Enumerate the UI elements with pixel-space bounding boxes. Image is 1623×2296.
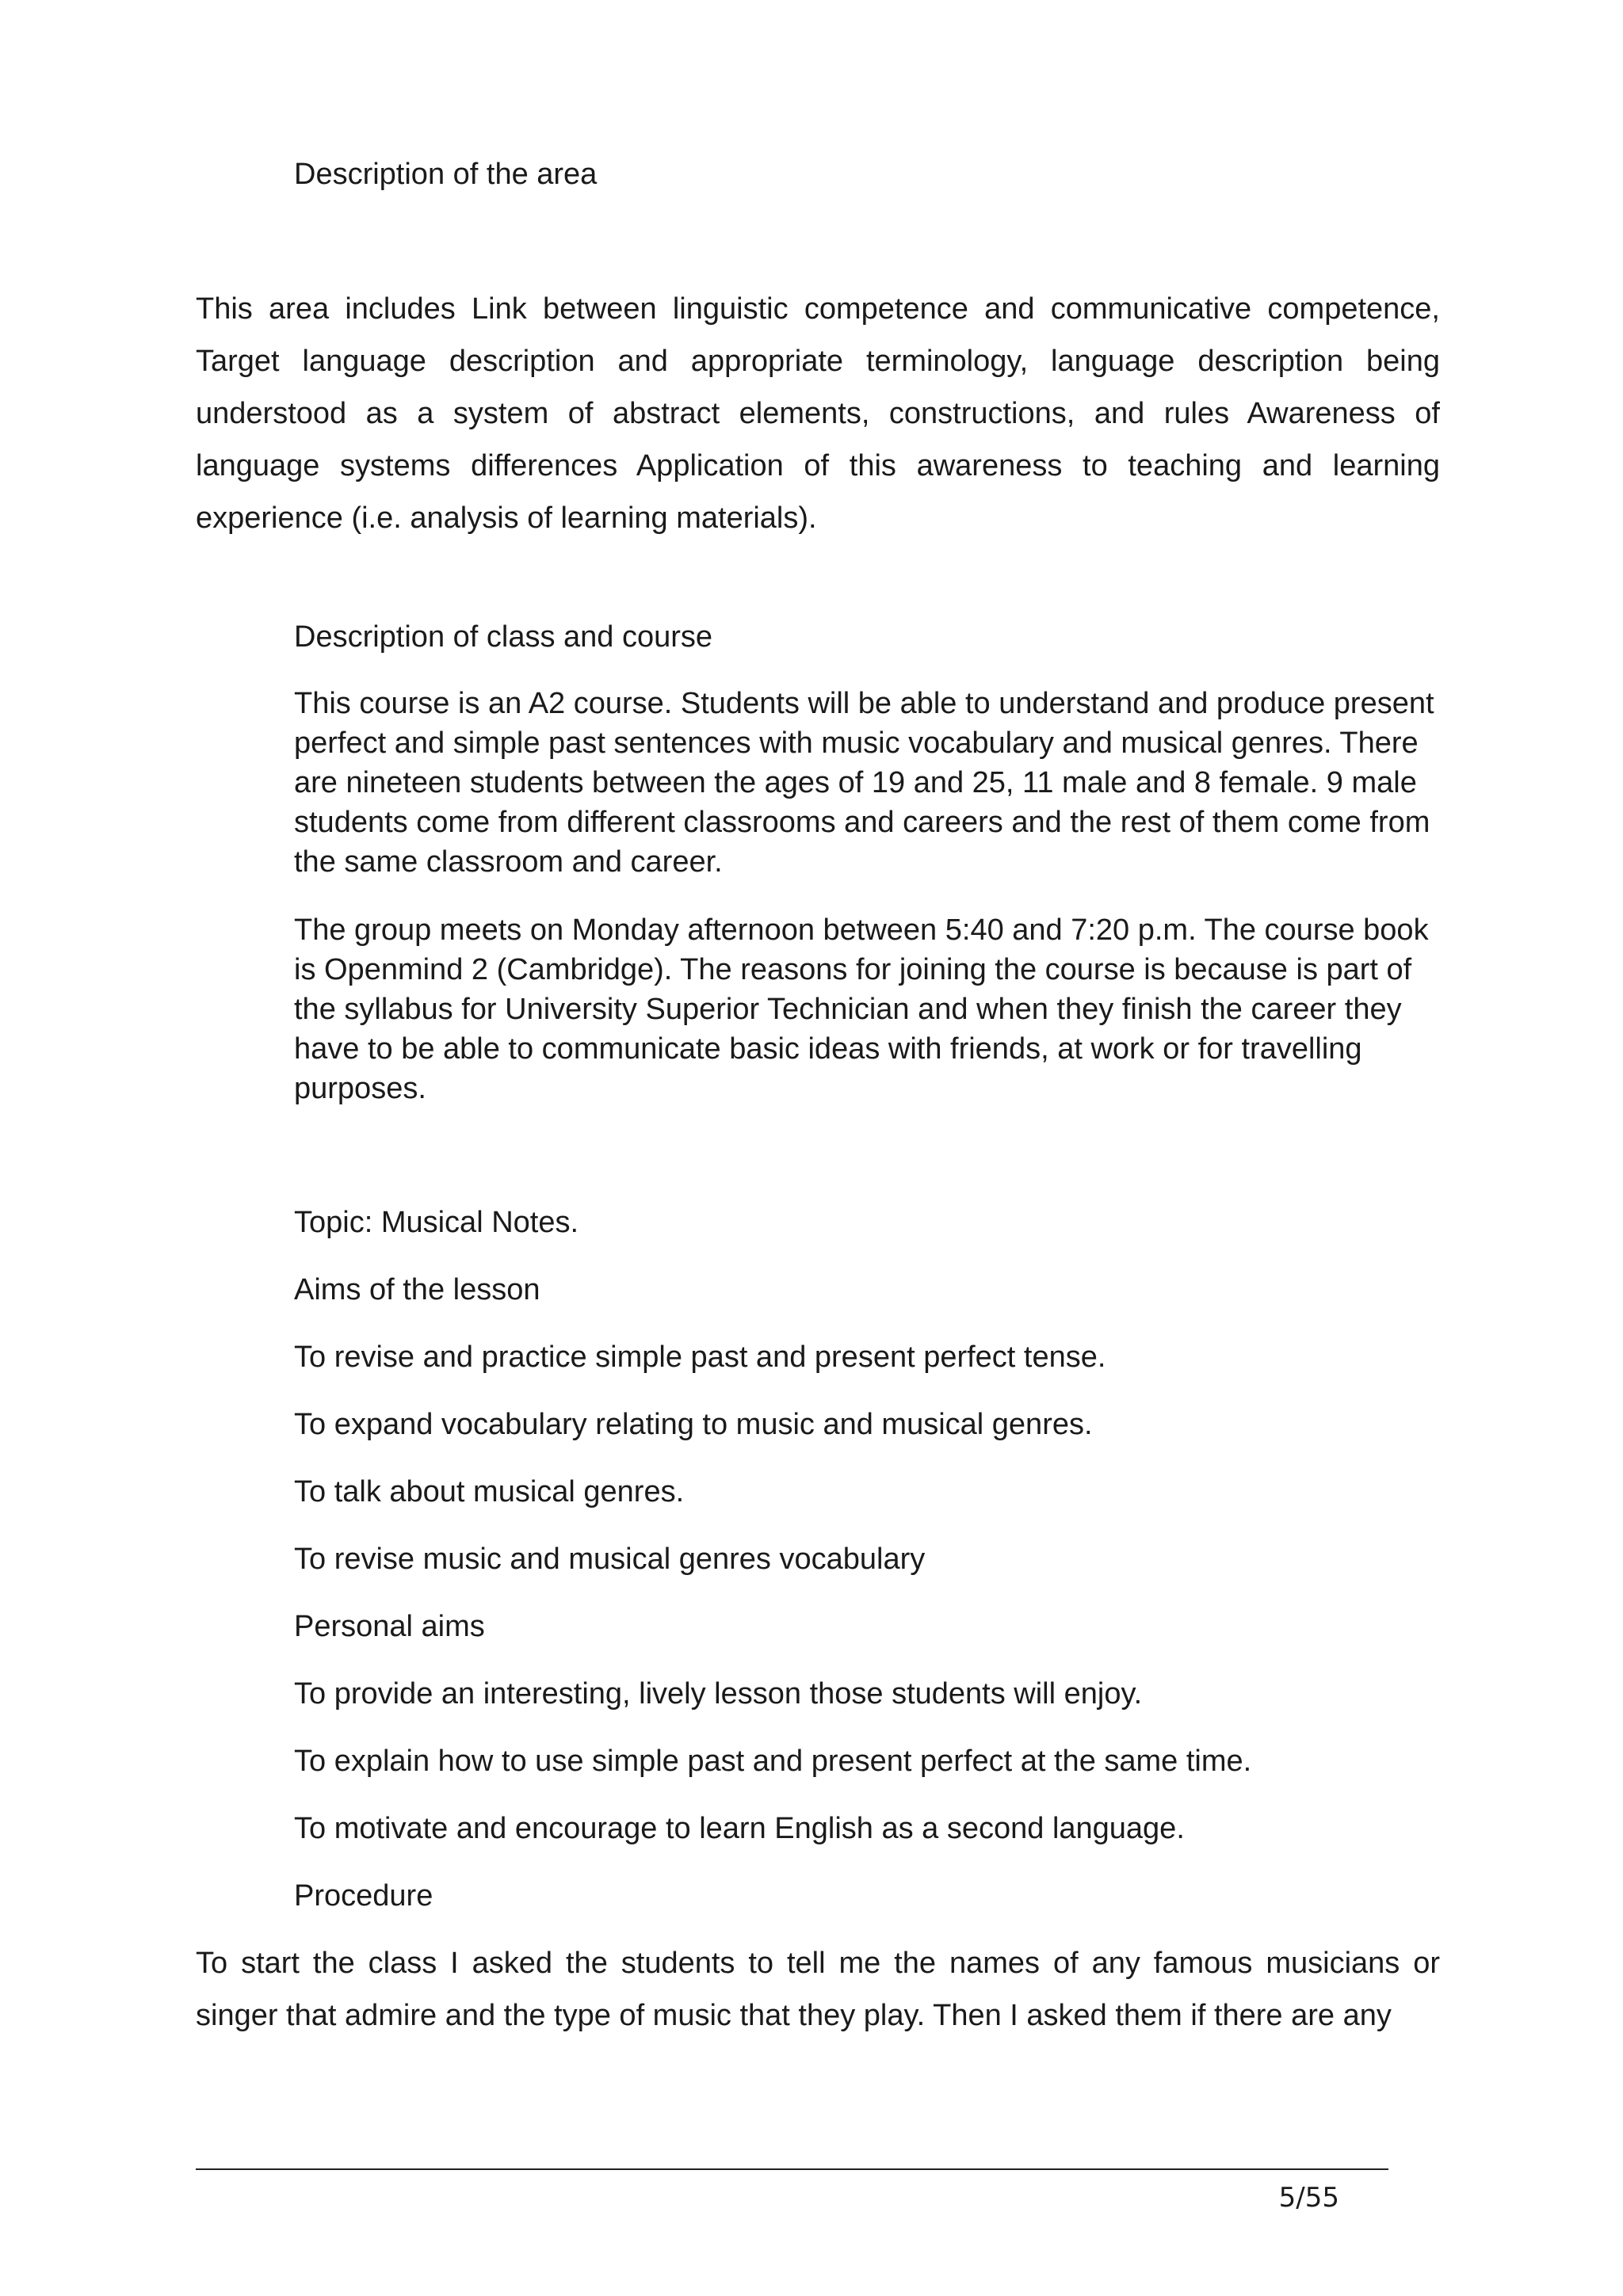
heading-class-course: Description of class and course <box>294 620 713 654</box>
personal-aim-item: To explain how to use simple past and present perfect at the same time. <box>294 1745 1252 1778</box>
area-paragraph: This area includes Link between linguistic competence and communicative competence, Target language description and appropriate terminology, language description being understood as a system of abstract elements, constructions, and rules Awareness of language systems differences Application of this awareness to teaching and learning experience (i.e. analysis of learning materials). <box>196 292 1440 535</box>
heading-area: Description of the area <box>294 158 598 191</box>
aim-item: To revise music and musical genres vocabulary <box>294 1543 926 1576</box>
personal-aim-item: To motivate and encourage to learn English as a second language. <box>294 1812 1185 1845</box>
page-number: 5/55 <box>1278 2182 1339 2214</box>
personal-aim-item: To provide an interesting, lively lesson those students will enjoy. <box>294 1677 1143 1711</box>
class-paragraph-1: This course is an A2 course. Students will be able to understand and produce present perfect and simple past sentences with music vocabulary and musical genres. There are nineteen students between the ages of 19 and 25, 11 male and 8 female. 9 male students come from different classrooms and careers and the rest of them come from the same classroom and career. <box>294 687 1434 879</box>
topic-line: Topic: Musical Notes. <box>294 1206 579 1239</box>
aim-item: To revise and practice simple past and present perfect tense. <box>294 1341 1106 1374</box>
procedure-heading: Procedure <box>294 1879 433 1913</box>
class-paragraph-2: The group meets on Monday afternoon between 5:40 and 7:20 p.m. The course book is Openmind 2 (Cambridge). The reasons for joining the course is because is part of the syllabus for University Superior Technician and when they finish the career they have to be able to communicate basic ideas with friends, at work or for travelling purposes. <box>294 913 1429 1105</box>
procedure-paragraph: To start the class I asked the students to tell me the names of any famous musicians or singer that admire and the type of music that they play. Then I asked them if there are any <box>196 1947 1440 2032</box>
footer-rule <box>196 2168 1388 2170</box>
aim-item: To expand vocabulary relating to music and musical genres. <box>294 1408 1093 1441</box>
aim-item: To talk about musical genres. <box>294 1475 685 1508</box>
aims-heading: Aims of the lesson <box>294 1273 540 1306</box>
personal-aims-heading: Personal aims <box>294 1610 485 1643</box>
